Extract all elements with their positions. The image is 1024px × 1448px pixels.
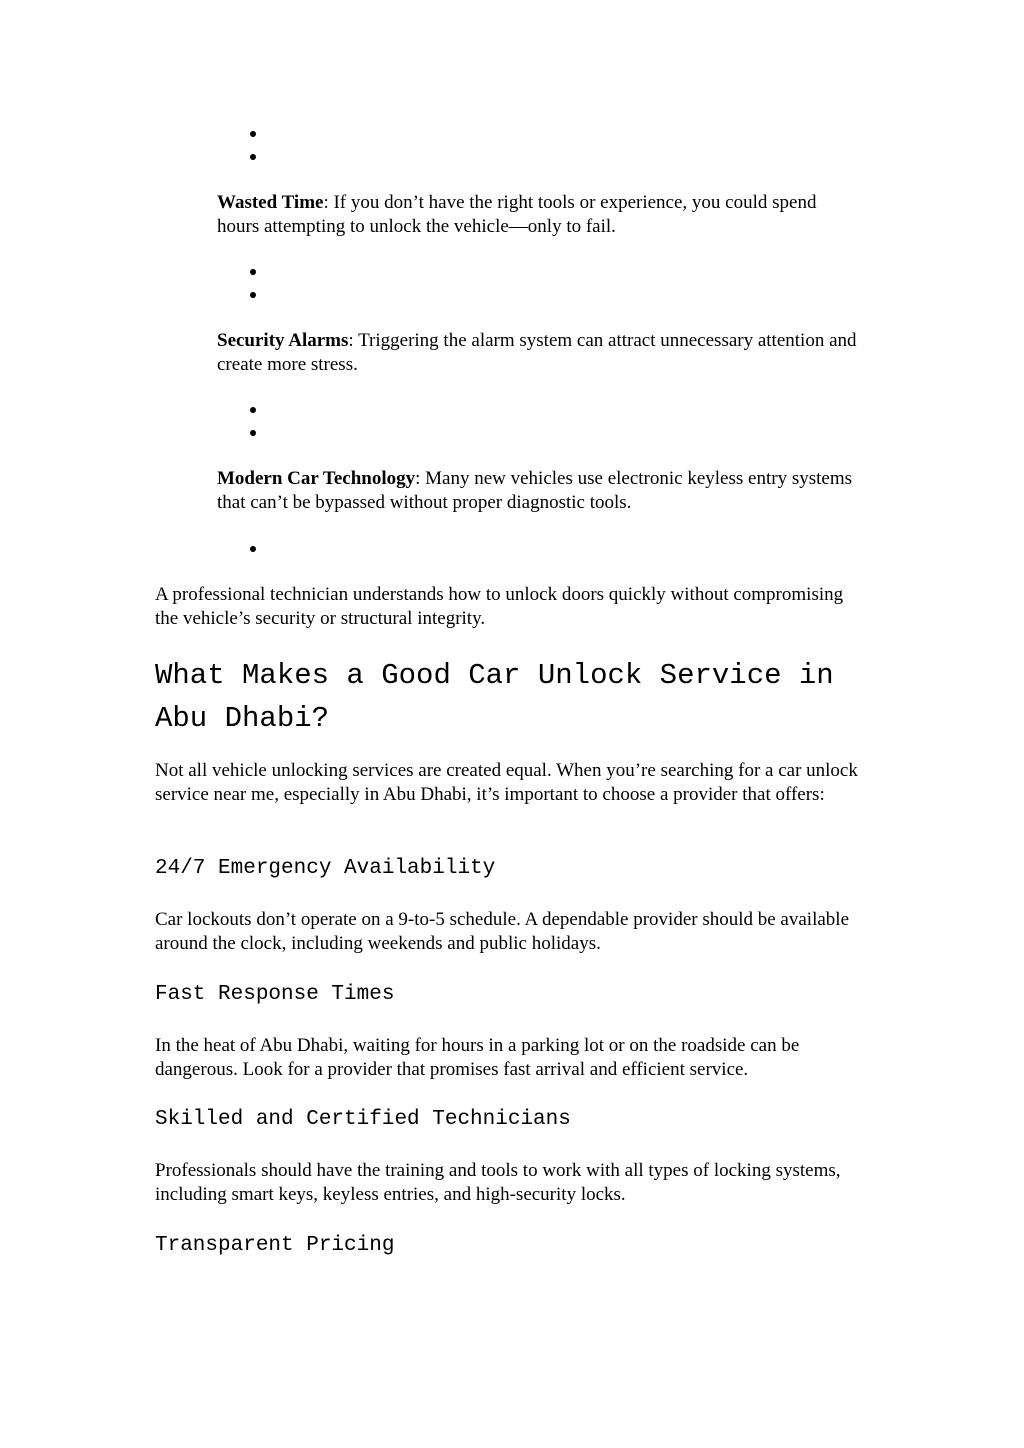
- list-bullet: [250, 292, 256, 298]
- paragraph-intro: Not all vehicle unlocking services are created equal. When you’re searching for a car unlock service near me, especially in Abu Dhabi, it’s important to choose a provider that offers:: [155, 760, 858, 805]
- list-item-modern-car-technology: [217, 467, 857, 515]
- paragraph-professional: A professional technician understands how to unlock doors quickly without compromising the vehicle’s security or structural integrity.: [155, 584, 844, 629]
- list-bullet: [250, 430, 256, 436]
- section-heading-main: What Makes a Good Car Unlock Service in Abu Dhabi?: [155, 659, 834, 735]
- subheading-availability: 24/7 Emergency Availability: [155, 857, 496, 880]
- item-term: Wasted Time: [217, 192, 324, 213]
- subheading-response-times: Fast Response Times: [155, 983, 395, 1006]
- item-text: : If you don’t have the right tools or experience, you could spend hours attempting to unlock the vehicle—only to fail.: [217, 192, 817, 237]
- list-bullet: [250, 407, 256, 413]
- list-bullet: [250, 269, 256, 275]
- list-item-security-alarms: [217, 329, 857, 377]
- list-item-wasted-time: [217, 191, 857, 239]
- subheading-pricing: Transparent Pricing: [155, 1234, 395, 1257]
- paragraph-availability: Car lockouts don’t operate on a 9-to-5 schedule. A dependable provider should be available around the clock, including weekends and public holidays.: [155, 909, 850, 954]
- list-bullet: [250, 154, 256, 160]
- list-bullet: [250, 131, 256, 137]
- item-text: : Triggering the alarm system can attract unnecessary attention and create more stress.: [217, 330, 857, 375]
- item-term: Security Alarms: [217, 330, 349, 351]
- item-term: Modern Car Technology: [217, 468, 416, 489]
- item-text: : Many new vehicles use electronic keyless entry systems that can’t be bypassed without proper diagnostic tools.: [217, 468, 852, 513]
- subheading-technicians: Skilled and Certified Technicians: [155, 1108, 571, 1131]
- paragraph-response-times: In the heat of Abu Dhabi, waiting for hours in a parking lot or on the roadside can be dangerous. Look for a provider that promises fast arrival and efficient service.: [155, 1035, 800, 1080]
- paragraph-technicians: Professionals should have the training and tools to work with all types of locking systems, including smart keys, keyless entries, and high-security locks.: [155, 1160, 841, 1205]
- list-bullet: [250, 546, 256, 552]
